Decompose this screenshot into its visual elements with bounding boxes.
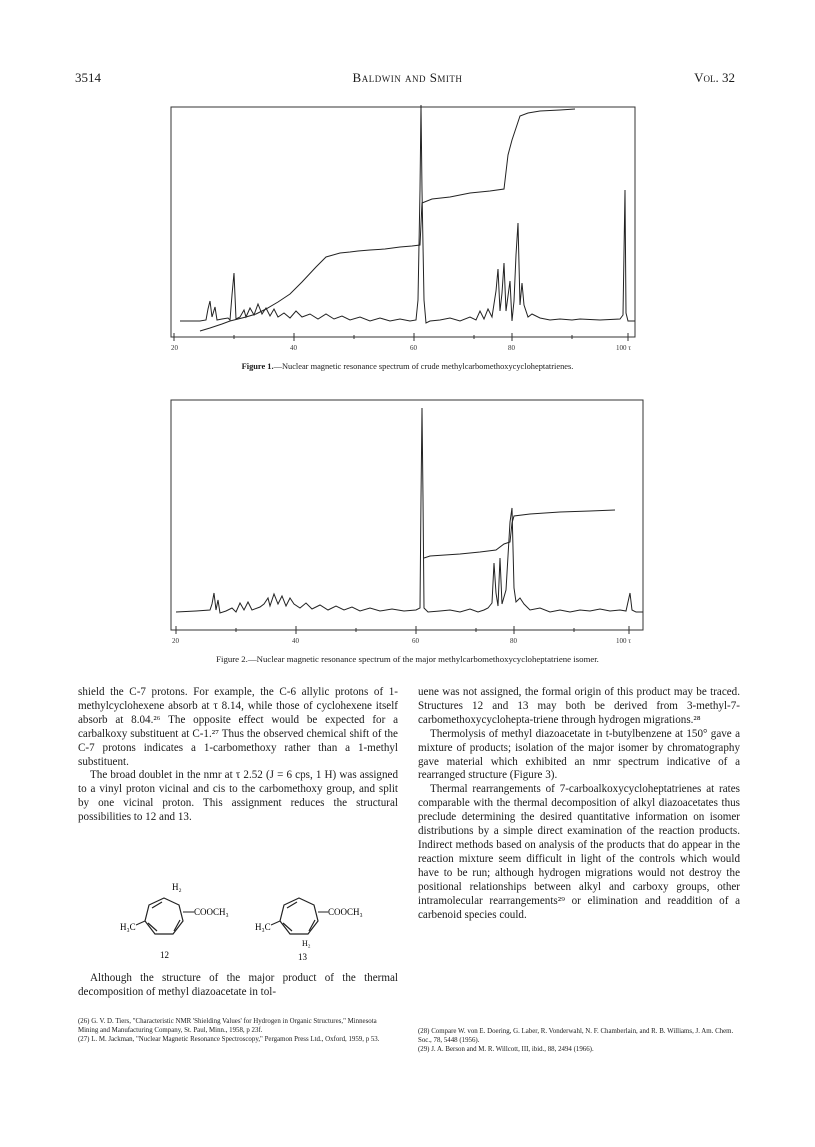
figure-2-frame (171, 400, 643, 630)
figure-2-tick-100: 100 τ (616, 637, 632, 645)
structure-13-h2: H₂ (302, 939, 311, 948)
right-paragraph-2: Thermolysis of methyl diazoacetate in t-butylbenzene at 150° gave a mixture of products; isolation of the major isomer by chromatography gave material which exhibited an nmr spectrum indicative of a rearranged structure (Figure 3). (418, 727, 740, 782)
figure-1-tick-40: 40 (290, 344, 297, 352)
left-paragraph-3: Although the structure of the major product of the thermal decomposition of methyl diazoacetate in tol- (78, 972, 398, 998)
volume: Vol. 32 (694, 70, 735, 85)
footnotes-right (418, 1028, 740, 1056)
figure-1-tick-80: 80 (508, 344, 515, 352)
figure-2-trace (176, 408, 643, 613)
structure-13-number: 13 (298, 952, 307, 962)
figure-1-frame (171, 107, 635, 337)
figure-2-integral-curve (424, 510, 615, 558)
figure-1-tick-60: 60 (410, 344, 417, 352)
figure-1-trace (180, 105, 635, 323)
figure-2-caption (60, 654, 755, 664)
figure-1-tick-20: 20 (171, 344, 178, 352)
left-paragraph-1: shield the C-7 protons. For example, the C-6 allylic protons of 1-methylcyclohexene absorb at τ 8.14, while those of cyclohexene itself absorb at 8.04.²⁶ The opposite effect would be expected for a carbalkoxy substituent at C-1.²⁷ Thus the observed chemical shift of the C-7 protons indicates a 1-carbomethoxy rather than a 1-methyl substituent. (78, 686, 398, 768)
structure-12-h2: H₂ (172, 882, 182, 892)
figure-1-integral-curve (200, 109, 575, 331)
figure-2-caption-text: —Nuclear magnetic resonance spectrum of the major methylcarbomethoxycycloheptatriene isomer. (247, 654, 599, 664)
figure-1-caption (60, 362, 755, 371)
left-column (78, 686, 398, 825)
footnote-28: (28) Compare W. von E. Doering, G. Laber, R. Vonderwahl, N. F. Chamberlain, and R. B. Williams, J. Am. Chem. Soc., 78, 5448 (1956). (418, 1028, 734, 1044)
footnote-27: (27) L. M. Jackman, "Nuclear Magnetic Resonance Spectroscopy," Pergamon Press Ltd., Oxford, 1959, p 53. (78, 1036, 380, 1044)
structure-13-methyl: H₃C (255, 922, 271, 932)
structure-drawings (90, 876, 390, 966)
figure-1-tick-labels (171, 344, 631, 352)
figure-2-tick-20: 20 (172, 637, 179, 645)
figure-2-tick-60: 60 (412, 637, 419, 645)
structures (90, 876, 390, 966)
structure-12 (120, 882, 229, 960)
footnote-26: (26) G. V. D. Tiers, "Characteristic NMR 'Shielding Values' for Hydrogen in Organic Structures," Minnesota Mining and Manufacturing Company, St. Paul, Minn., 1958, p 23f. (78, 1018, 377, 1034)
structure-12-substituent: COOCH₃ (194, 907, 229, 917)
footnotes-left (78, 1018, 398, 1046)
figure-1-spectrum (60, 95, 760, 360)
structure-13-substituent: COOCH₃ (328, 907, 363, 917)
right-column (418, 686, 740, 922)
figure-2-tick-40: 40 (292, 637, 299, 645)
figure-2-spectrum (60, 388, 760, 648)
page-number: 3514 (75, 70, 101, 85)
footnote-29: (29) J. A. Berson and M. R. Willcott, III, ibid., 88, 2494 (1966). (418, 1046, 594, 1054)
figure-1-caption-label: Figure 1. (241, 362, 274, 371)
running-head: Baldwin and Smith (352, 70, 463, 85)
figure-2-caption-label: Figure 2. (216, 654, 248, 664)
figure-1-tick-100: 100 τ (616, 344, 632, 352)
figure-2-tick-80: 80 (510, 637, 517, 645)
left-paragraph-2: The broad doublet in the nmr at τ 2.52 (J = 6 cps, 1 H) was assigned to a vinyl proton vicinal and cis to the carbomethoxy group, and split by one vicinal proton. This assignment reduces the structural possibilities to 12 and 13. (78, 769, 398, 824)
structure-13 (255, 898, 363, 962)
figure-2-tick-labels (172, 637, 631, 645)
figure-1 (60, 95, 760, 360)
right-paragraph-3: Thermal rearrangements of 7-carboalkoxycycloheptatrienes at rates comparable with the thermal decomposition of alkyl diazoacetates thus preclude determining the desired quantitative information on isomer distributions by a simple direct examination of the reaction products. Indirect methods based on analysis of the products that do appear in the reaction mixture seem difficult in light of the controls which would have to be run; although hydrogen migrations would not destroy the positional relationships between alkyl and carboxy groups, other intramolecular rearrangements²⁹ or elimination and readdition of a carbenoid species could. (418, 783, 740, 921)
left-column-continued (78, 972, 398, 1000)
structure-12-methyl: H₃C (120, 922, 136, 932)
right-paragraph-1: uene was not assigned, the formal origin of this product may be traced. Structures 12 and 13 may both be derived from 3-methyl-7-carbomethoxycyclohepta-triene through hydrogen migrations.²⁸ (418, 686, 740, 726)
figure-2 (60, 388, 760, 648)
structure-12-number: 12 (160, 950, 169, 960)
figure-1-caption-text: —Nuclear magnetic resonance spectrum of crude methylcarbomethoxycycloheptatrienes. (273, 362, 574, 371)
